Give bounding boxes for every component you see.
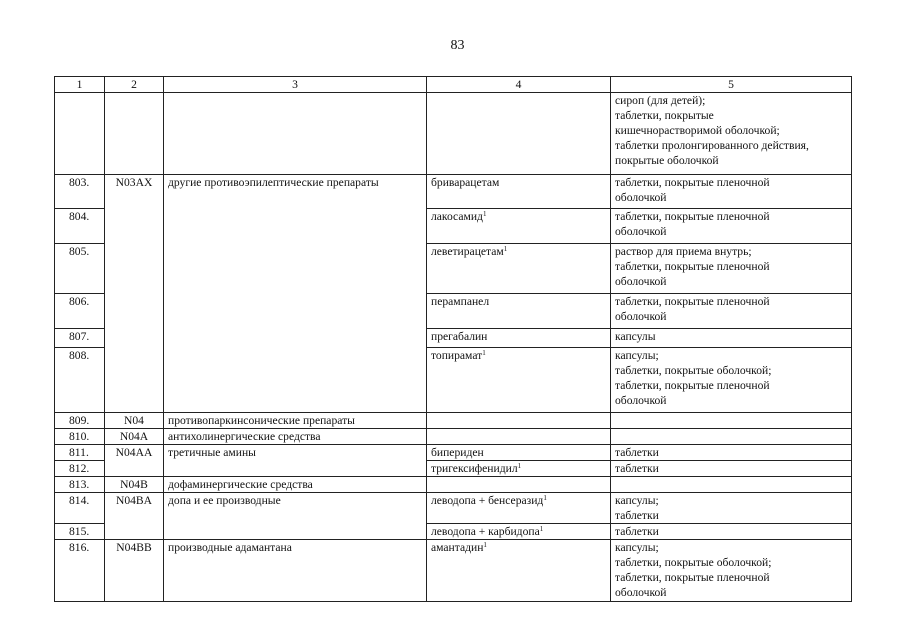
atc-code: N04 (105, 413, 164, 429)
dosage-forms (611, 348, 852, 413)
dosage-form-line: таблетки (615, 462, 659, 475)
dosage-form-line: таблетки (615, 509, 659, 522)
drug-name (427, 329, 611, 348)
group-name (164, 329, 427, 348)
row-number: 815. (55, 524, 105, 540)
drug-name-text: лакосамид (431, 210, 483, 223)
dosage-form-line: таблетки, покрытые пленочной (615, 260, 770, 273)
dosage-form-line: таблетки, покрытые пленочной (615, 379, 770, 392)
drug-name-text: перампанел (431, 295, 490, 308)
header-col-3: 3 (164, 77, 427, 93)
drug-name-text: тригексифенидил (431, 462, 518, 475)
row-number: 803. (55, 175, 105, 209)
dosage-form-line: таблетки, покрытые пленочной (615, 571, 770, 584)
row-number: 810. (55, 429, 105, 445)
page-number: 83 (450, 38, 465, 53)
dosage-forms (611, 461, 852, 477)
dosage-form-line: кишечнорастворимой оболочкой; (615, 124, 780, 137)
dosage-forms (611, 294, 852, 329)
group-name (164, 524, 427, 540)
dosage-form-line: оболочкой (615, 394, 667, 407)
atc-code (105, 294, 164, 329)
dosage-form-line: таблетки, покрытые (615, 109, 714, 122)
drug-name-text: леводопа + бенсеразид (431, 494, 544, 507)
atc-code: N04AA (105, 445, 164, 461)
row-number (55, 93, 105, 175)
drug-name (427, 175, 611, 209)
medication-table (54, 76, 852, 602)
dosage-form-line: капсулы; (615, 494, 659, 507)
footnote-marker: 1 (503, 245, 508, 253)
table-row (55, 209, 852, 244)
dosage-forms (611, 209, 852, 244)
dosage-forms (611, 244, 852, 294)
row-number: 807. (55, 329, 105, 348)
table-row (55, 445, 852, 461)
header-col-5: 5 (611, 77, 852, 93)
group-name (164, 93, 427, 175)
atc-code (105, 329, 164, 348)
atc-code (105, 348, 164, 413)
drug-name-text: леветирацетам (431, 245, 504, 258)
table-row (55, 461, 852, 477)
drug-name (427, 413, 611, 429)
drug-name-text: амантадин (431, 541, 484, 554)
dosage-form-line: оболочкой (615, 310, 667, 323)
dosage-form-line: таблетки (615, 446, 659, 459)
atc-code: N04BA (105, 493, 164, 524)
drug-name (427, 294, 611, 329)
dosage-form-line: раствор для приема внутрь; (615, 245, 752, 258)
dosage-forms (611, 445, 852, 461)
atc-code (105, 524, 164, 540)
atc-code: N03AX (105, 175, 164, 209)
table-row (55, 93, 852, 175)
row-number: 814. (55, 493, 105, 524)
atc-code (105, 209, 164, 244)
header-col-2: 2 (105, 77, 164, 93)
table-row (55, 477, 852, 493)
table-row (55, 348, 852, 413)
dosage-form-line: таблетки, покрытые пленочной (615, 210, 770, 223)
dosage-forms (611, 429, 852, 445)
drug-name (427, 93, 611, 175)
group-name (164, 461, 427, 477)
row-number: 811. (55, 445, 105, 461)
group-name (164, 244, 427, 294)
footnote-marker: 1 (539, 525, 544, 533)
footnote-marker: 1 (483, 541, 487, 549)
dosage-form-line: таблетки пролонгированного действия, (615, 139, 809, 152)
drug-name (427, 209, 611, 244)
table-row (55, 329, 852, 348)
atc-code (105, 93, 164, 175)
row-number: 816. (55, 540, 105, 602)
table-row (55, 175, 852, 209)
row-number: 808. (55, 348, 105, 413)
row-number: 812. (55, 461, 105, 477)
dosage-form-line: капсулы; (615, 349, 659, 362)
group-name: дофаминергические средства (164, 477, 427, 493)
dosage-forms (611, 329, 852, 348)
dosage-form-line: таблетки (615, 525, 659, 538)
group-name (164, 294, 427, 329)
drug-name-text: бипериден (431, 446, 484, 459)
table-row (55, 244, 852, 294)
table-row (55, 493, 852, 524)
row-number: 805. (55, 244, 105, 294)
group-name: другие противоэпилептические препараты (164, 175, 427, 209)
dosage-forms (611, 540, 852, 602)
drug-name (427, 540, 611, 602)
dosage-form-line: оболочкой (615, 586, 667, 599)
header-col-4: 4 (427, 77, 611, 93)
atc-code (105, 244, 164, 294)
footnote-marker: 1 (482, 349, 486, 357)
dosage-form-line: таблетки, покрытые оболочкой; (615, 364, 772, 377)
header-row (55, 77, 852, 93)
drug-name (427, 461, 611, 477)
atc-code: N04BB (105, 540, 164, 602)
group-name: допа и ее производные (164, 493, 427, 524)
drug-name (427, 493, 611, 524)
group-name (164, 348, 427, 413)
dosage-forms (611, 413, 852, 429)
row-number: 813. (55, 477, 105, 493)
table-row (55, 429, 852, 445)
footnote-marker: 1 (482, 210, 487, 218)
dosage-forms (611, 524, 852, 540)
dosage-form-line: оболочкой (615, 225, 667, 238)
drug-name-text: прегабалин (431, 330, 488, 343)
dosage-forms (611, 93, 852, 175)
dosage-form-line: таблетки, покрытые оболочкой; (615, 556, 772, 569)
drug-name (427, 477, 611, 493)
footnote-marker: 1 (517, 462, 522, 470)
table-row (55, 524, 852, 540)
table-row (55, 540, 852, 602)
drug-name (427, 445, 611, 461)
drug-name-text: топирамат (431, 349, 483, 362)
dosage-form-line: капсулы (615, 330, 656, 343)
header-col-1: 1 (55, 77, 105, 93)
dosage-form-line: таблетки, покрытые пленочной (615, 176, 770, 189)
drug-name (427, 348, 611, 413)
row-number: 804. (55, 209, 105, 244)
atc-code (105, 461, 164, 477)
drug-name-text: леводопа + карбидопа (431, 525, 540, 538)
table-row (55, 294, 852, 329)
dosage-form-line: покрытые оболочкой (615, 154, 719, 167)
atc-code: N04B (105, 477, 164, 493)
group-name (164, 209, 427, 244)
group-name: третичные амины (164, 445, 427, 461)
row-number: 806. (55, 294, 105, 329)
atc-code: N04A (105, 429, 164, 445)
dosage-form-line: оболочкой (615, 191, 667, 204)
dosage-form-line: капсулы; (615, 541, 659, 554)
drug-name (427, 429, 611, 445)
group-name: производные адамантана (164, 540, 427, 602)
dosage-form-line: таблетки, покрытые пленочной (615, 295, 770, 308)
dosage-forms (611, 477, 852, 493)
dosage-forms (611, 175, 852, 209)
group-name: антихолинергические средства (164, 429, 427, 445)
dosage-form-line: сироп (для детей); (615, 94, 706, 107)
dosage-form-line: оболочкой (615, 275, 667, 288)
drug-name (427, 524, 611, 540)
drug-name (427, 244, 611, 294)
dosage-forms (611, 493, 852, 524)
drug-name-text: бриварацетам (431, 176, 500, 189)
footnote-marker: 1 (543, 494, 547, 502)
row-number: 809. (55, 413, 105, 429)
group-name: противопаркинсонические препараты (164, 413, 427, 429)
table-row (55, 413, 852, 429)
